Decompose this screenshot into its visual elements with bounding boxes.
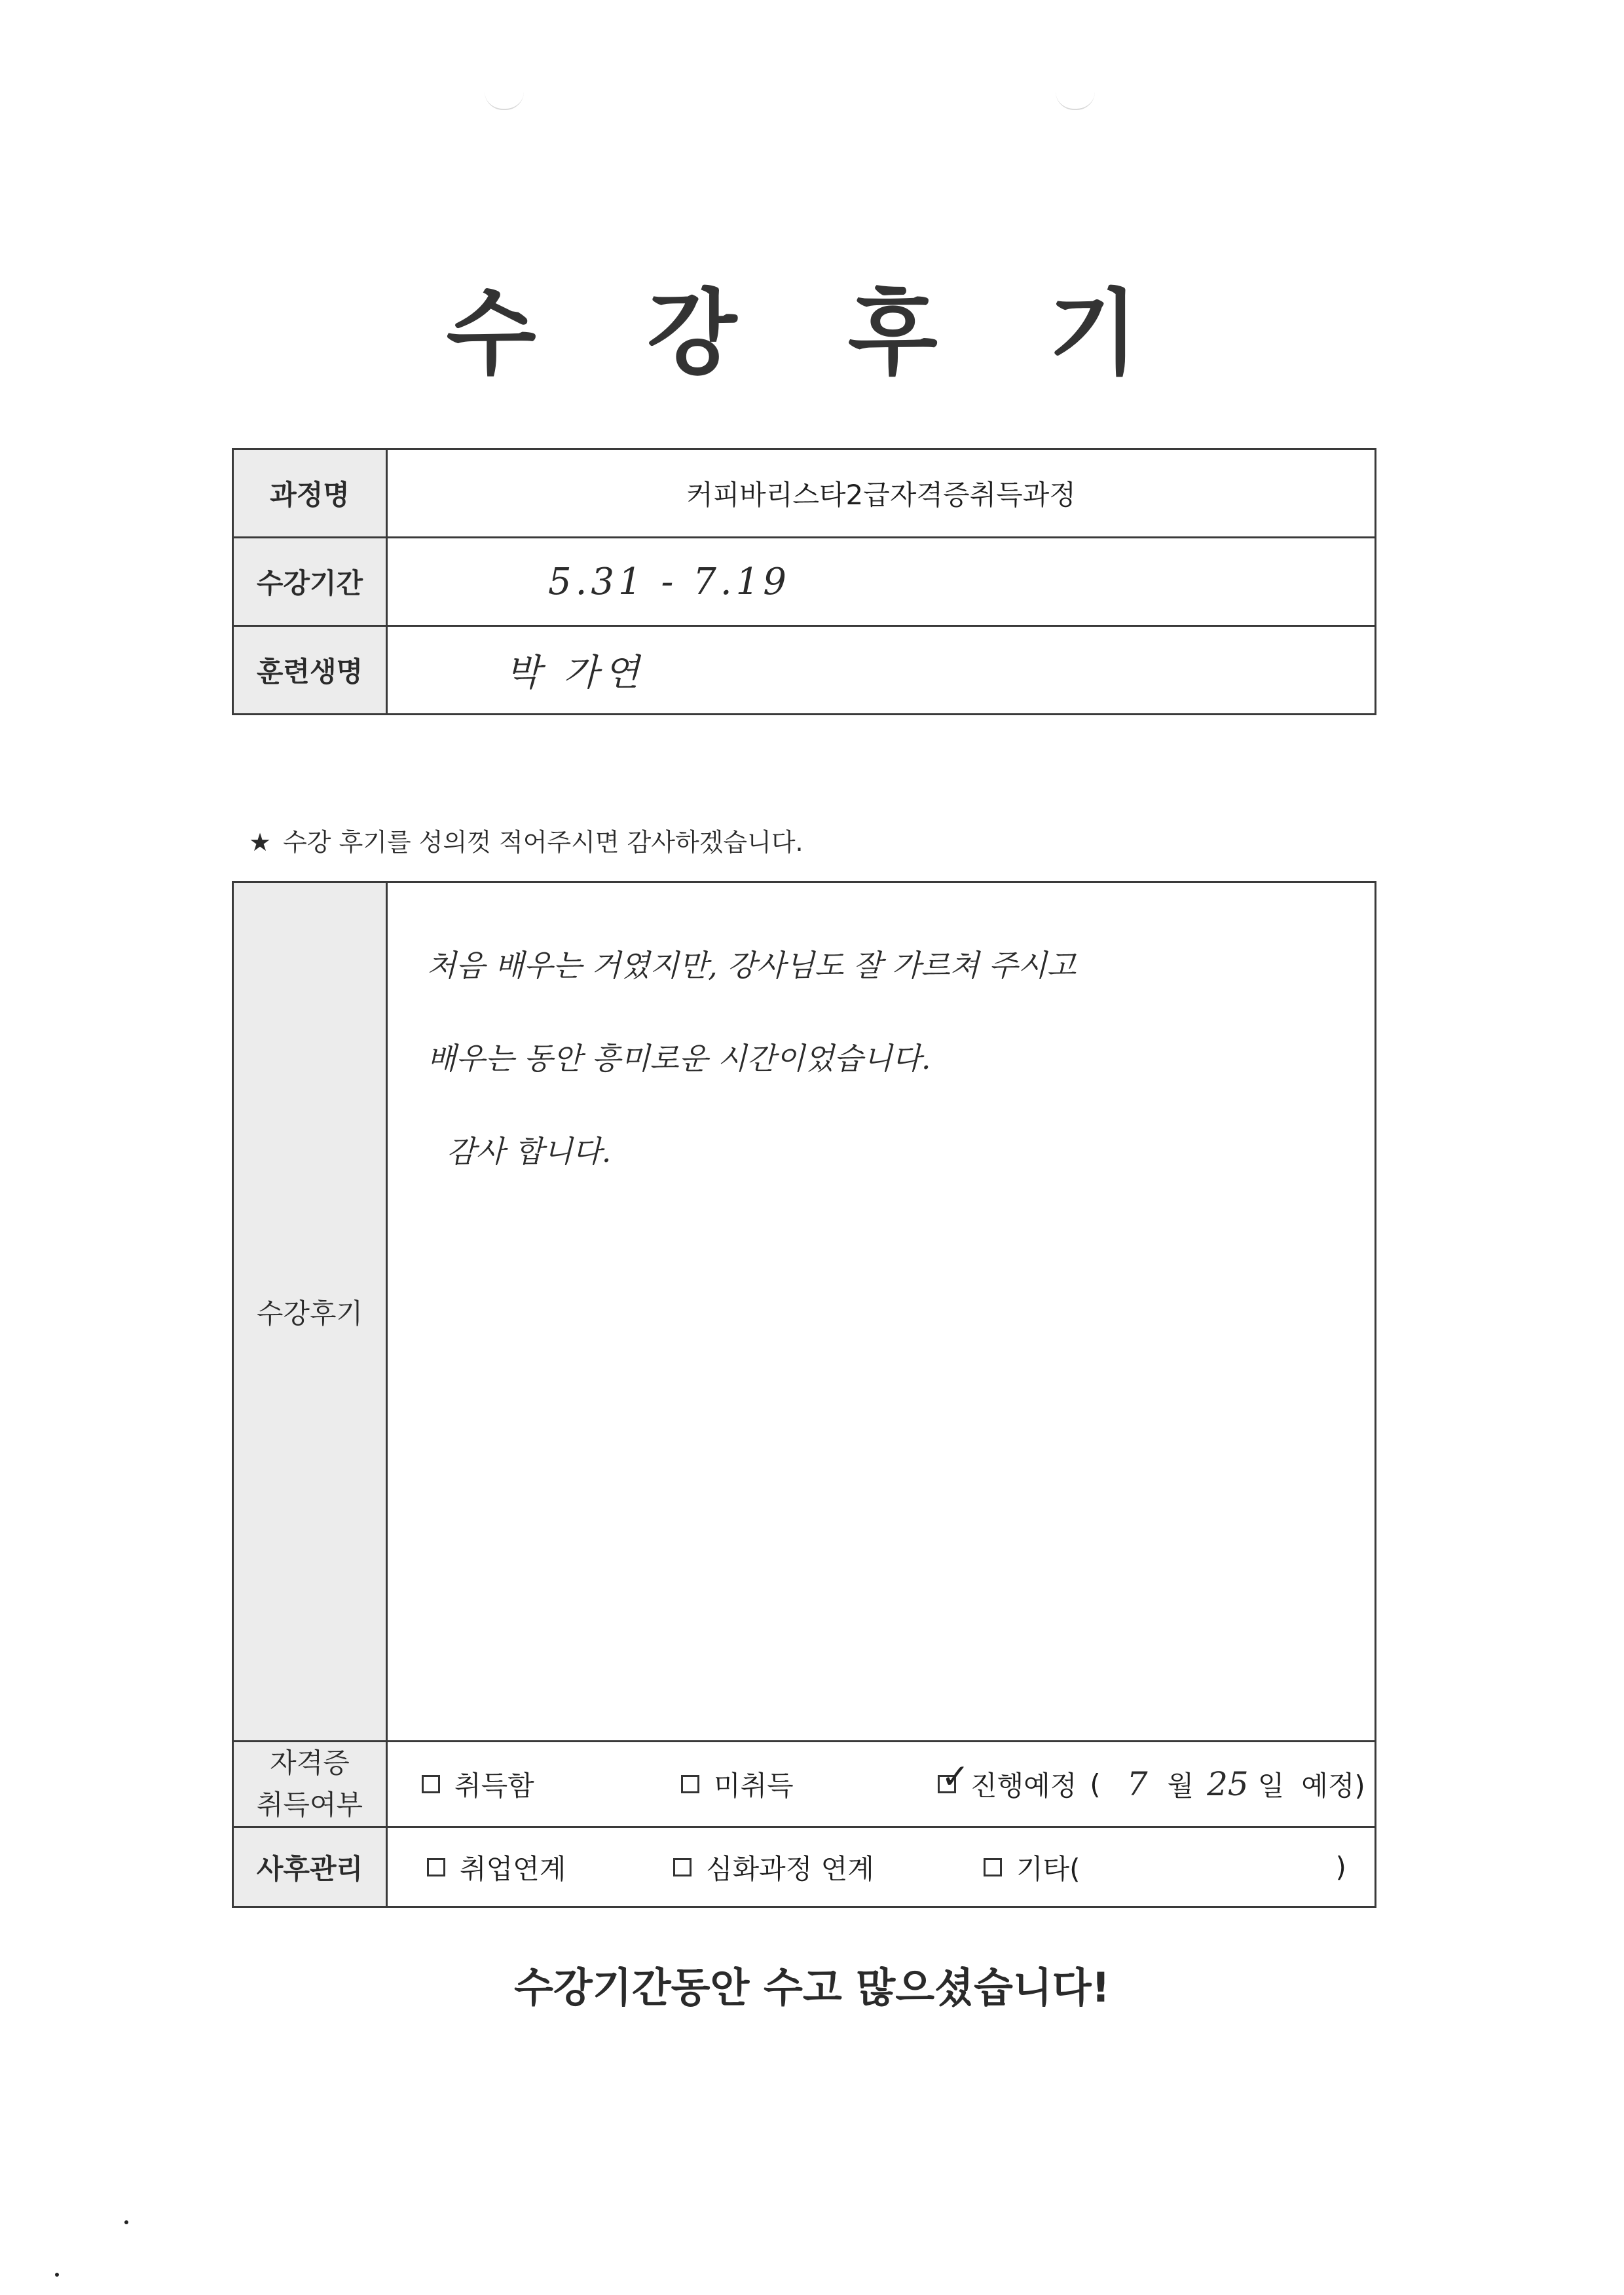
instruction-note: [249, 822, 803, 858]
review-line-1: 처음 배우는 거였지만, 강사님도 잘 가르쳐 주시고: [427, 948, 1077, 983]
review-area: [387, 882, 1376, 1742]
page-title: 수 강 후 기: [446, 280, 1178, 388]
scheduled-month: 7: [1126, 1765, 1148, 1803]
closing-message: 수강기간동안 수고 많으셨습니다!: [514, 1964, 1110, 2011]
trainee-label: 훈련생명: [233, 626, 387, 715]
checkmark-icon: ✓: [941, 1757, 970, 1797]
option-other[interactable]: 기타(: [984, 1848, 1080, 1887]
aftercare-label: 사후관리: [233, 1827, 387, 1907]
certification-options: [387, 1742, 1376, 1827]
trainee-cell: [387, 626, 1376, 715]
review-line-3: 감사 합니다.: [447, 1134, 612, 1169]
other-close-paren: ): [1335, 1851, 1346, 1883]
scheduled-suffix: 예정): [1301, 1770, 1365, 1802]
scheduled-day: 25: [1207, 1765, 1249, 1803]
certification-label: [233, 1742, 387, 1827]
course-info-table: [232, 448, 1376, 715]
checkbox-icon[interactable]: [673, 1858, 692, 1876]
punch-hole-left: [485, 92, 524, 110]
checkbox-icon[interactable]: [427, 1858, 445, 1876]
option-job-link[interactable]: 취업연계: [427, 1848, 673, 1887]
period-cell: [387, 538, 1376, 626]
scan-speck: [55, 2273, 59, 2277]
review-table: [232, 881, 1376, 1908]
certification-label-line2: 취득여부: [256, 1789, 363, 1821]
review-label: 수강후기: [233, 882, 387, 1742]
option-acquired[interactable]: 취득함: [422, 1764, 681, 1804]
checkbox-icon[interactable]: [422, 1775, 440, 1793]
month-unit: 월: [1167, 1770, 1194, 1802]
period-value: 5.31 - 7.19: [548, 560, 790, 603]
option-advanced-course[interactable]: 심화과정 연계: [673, 1848, 984, 1887]
option-in-progress[interactable]: ✓ 진행예정 ( 7 월 25 일 예정): [938, 1764, 1365, 1804]
certification-label-line1: 자격증: [270, 1747, 350, 1779]
checkbox-icon[interactable]: [681, 1775, 699, 1793]
punch-hole-right: [1056, 92, 1095, 110]
option-not-acquired[interactable]: 미취득: [681, 1764, 938, 1804]
course-label: 과정명: [233, 449, 387, 538]
scan-speck: [124, 2220, 128, 2224]
course-value: 커피바리스타2급자격증취득과정: [387, 449, 1376, 538]
star-icon: ★: [249, 828, 272, 857]
checkbox-icon[interactable]: [984, 1858, 1002, 1876]
aftercare-options: [387, 1827, 1376, 1907]
review-line-2: 배우는 동안 흥미로운 시간이었습니다.: [427, 1041, 931, 1076]
paren-open: (: [1090, 1768, 1101, 1801]
checkbox-checked-icon[interactable]: [938, 1757, 970, 1797]
period-label: 수강기간: [233, 538, 387, 626]
trainee-value: 박 가연: [506, 652, 645, 694]
day-unit: 일: [1257, 1770, 1285, 1802]
instruction-text: 수강 후기를 성의껏 적어주시면 감사하겠습니다.: [283, 828, 803, 857]
